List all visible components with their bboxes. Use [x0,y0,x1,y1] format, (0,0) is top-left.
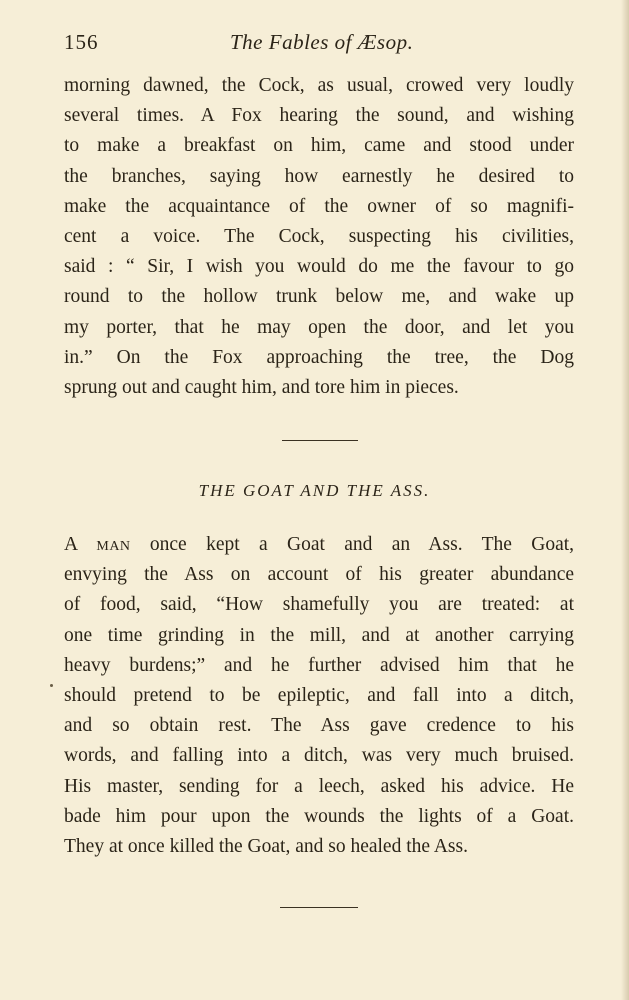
text-line: words, and falling into a ditch, was very much bruised. [64,745,574,767]
text-line: round to the hollow trunk below me, and wake up [64,286,574,308]
running-head [64,30,579,58]
text-line: morning dawned, the Cock, as usual, crowed very loudly [64,75,574,96]
page-number: 156 [64,30,99,54]
smallcaps-word: man [96,534,131,555]
text-line: envying the Ass on account of his greater abundance [64,564,574,586]
text-line: bade him pour upon the wounds the lights of a Goat. [64,805,574,827]
text-line: should pretend to be epileptic, and fall into a ditch, [64,684,574,706]
text-line: They at once killed the Goat, and so healed the Ass. [64,835,468,857]
fable-title: THE GOAT AND THE ASS. [198,481,431,500]
book-title: The Fables of Æsop. [230,30,414,54]
section-divider [282,440,358,441]
text-line: His master, sending for a leech, asked his advice. He [64,775,574,797]
text-line: to make a breakfast on him, came and stood under [64,135,574,157]
drop-initial: A [64,534,78,555]
previous-fable-text [64,71,574,403]
first-line-rest: once kept a Goat and an Ass. The Goat, [149,534,575,555]
text-line: heavy burdens;” and he further advised him that he [64,654,574,676]
text-line: and so obtain rest. The Ass gave credence to his [64,715,574,737]
text-line: my porter, that he may open the door, and let you [64,316,574,338]
fable-text [64,530,574,862]
text-line: one time grinding in the mill, and at another carrying [64,624,574,646]
text-line: several times. A Fox hearing the sound, and wishing [64,105,574,127]
text-line: sprung out and caught him, and tore him in pieces. [64,376,459,398]
text-line: the branches, saying how earnestly he desired to [64,165,574,187]
text-line: said : “ Sir, I wish you would do me the favour to go [64,256,574,278]
text-line: cent a voice. The Cock, suspecting his civilities, [64,225,574,247]
text-line: in.” On the Fox approaching the tree, the Dog [64,346,574,368]
page-edge-shadow [621,0,629,1000]
ink-speck [50,684,53,687]
text-line: of food, said, “How shamefully you are treated: at [64,594,574,616]
text-line: make the acquaintance of the owner of so magnifi- [64,195,574,217]
first-text-line [64,530,574,560]
end-divider [280,907,358,908]
